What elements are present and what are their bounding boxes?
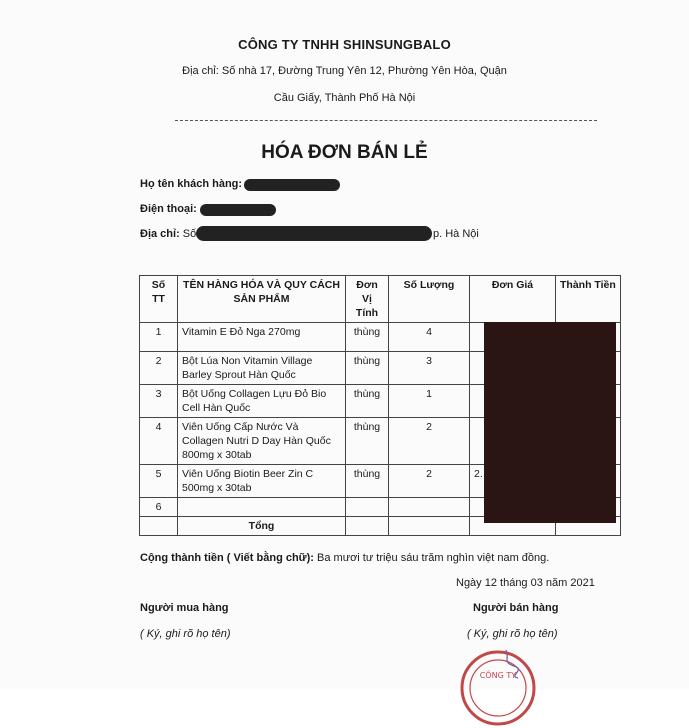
total-label: Tổng bbox=[178, 517, 346, 536]
row-qty: 2 bbox=[389, 418, 470, 465]
row-qty: 2 bbox=[389, 465, 470, 498]
customer-address-prefix: Số bbox=[182, 228, 197, 240]
redacted-address bbox=[196, 226, 432, 241]
stamp-ring-outer bbox=[462, 652, 534, 724]
customer-phone-label: Điện thoại: bbox=[140, 203, 197, 215]
total-qty bbox=[389, 517, 470, 536]
total-unit bbox=[346, 517, 389, 536]
row-name: Bột Uống Collagen Lựu Đỏ Bio Cell Hàn Quốc bbox=[178, 385, 346, 418]
row-unit: thùng bbox=[346, 465, 389, 498]
redacted-prices-block bbox=[484, 322, 616, 523]
customer-address-label: Địa chỉ: bbox=[140, 228, 180, 240]
company-name: CÔNG TY TNHH SHINSUNGBALO bbox=[238, 37, 451, 52]
row-unit: thùng bbox=[346, 323, 389, 352]
header-unit: Đơn Vị Tính bbox=[346, 276, 389, 323]
row-stt: 6 bbox=[140, 498, 178, 517]
row-qty: 4 bbox=[389, 323, 470, 352]
row-price: 2. bbox=[470, 465, 556, 498]
buyer-sign-note: ( Ký, ghi rõ họ tên) bbox=[140, 628, 231, 640]
row-qty: 1 bbox=[389, 385, 470, 418]
invoice-date: Ngày 12 tháng 03 năm 2021 bbox=[456, 577, 595, 589]
company-stamp bbox=[458, 648, 538, 728]
row-stt: 3 bbox=[140, 385, 178, 418]
header-total: Thành Tiền bbox=[556, 276, 621, 323]
row-unit: thùng bbox=[346, 385, 389, 418]
row-stt: 1 bbox=[140, 323, 178, 352]
company-address-line2: Cầu Giấy, Thành Phố Hà Nội bbox=[273, 92, 416, 104]
row-unit bbox=[346, 498, 389, 517]
total-stt bbox=[140, 517, 178, 536]
row-name: Viên Uống Biotin Beer Zin C 500mg x 30tab bbox=[178, 465, 346, 498]
divider bbox=[175, 120, 597, 121]
seller-sign-note: ( Ký, ghi rõ họ tên) bbox=[467, 628, 558, 640]
row-name: Vitamin E Đỏ Nga 270mg bbox=[178, 323, 346, 352]
buyer-label: Người mua hàng bbox=[140, 602, 229, 614]
header-qty: Số Lượng bbox=[389, 276, 470, 323]
row-qty: 3 bbox=[389, 352, 470, 385]
row-name bbox=[178, 498, 346, 517]
sum-label: Cộng thành tiền ( Viết bằng chữ): bbox=[140, 552, 314, 564]
sum-value: Ba mươi tư triệu sáu trăm nghìn việt nam đồng. bbox=[317, 552, 550, 564]
company-address-line1: Địa chỉ: Số nhà 17, Đường Trung Yên 12, Phường Yên Hòa, Quận bbox=[182, 65, 507, 77]
customer-address-row bbox=[140, 228, 196, 240]
redacted-name bbox=[244, 179, 340, 191]
table-header-row bbox=[140, 276, 621, 323]
row-unit: thùng bbox=[346, 352, 389, 385]
row-qty bbox=[389, 498, 470, 517]
stamp-text: CÔNG TY bbox=[479, 671, 517, 680]
row-name: Bột Lúa Non Vitamin Village Barley Sprout Hàn Quốc bbox=[178, 352, 346, 385]
invoice-title: HÓA ĐƠN BÁN LẺ bbox=[261, 142, 428, 163]
seller-label: Người bán hàng bbox=[473, 602, 559, 614]
header-name: TÊN HÀNG HÓA VÀ QUY CÁCH SẢN PHẨM bbox=[178, 276, 346, 323]
row-stt: 5 bbox=[140, 465, 178, 498]
customer-name-label: Họ tên khách hàng: bbox=[140, 178, 243, 190]
header-price: Đơn Giá bbox=[470, 276, 556, 323]
sum-in-words bbox=[140, 552, 549, 564]
customer-phone-row bbox=[140, 203, 197, 215]
customer-address-suffix: p. Hà Nội bbox=[433, 228, 479, 240]
row-stt: 4 bbox=[140, 418, 178, 465]
header-stt: Số TT bbox=[140, 276, 178, 323]
row-unit: thùng bbox=[346, 418, 389, 465]
row-stt: 2 bbox=[140, 352, 178, 385]
redacted-phone bbox=[200, 204, 276, 216]
customer-name-row bbox=[140, 178, 242, 190]
row-name: Viên Uống Cấp Nước Và Collagen Nutri D Day Hàn Quốc 800mg x 30tab bbox=[178, 418, 346, 465]
